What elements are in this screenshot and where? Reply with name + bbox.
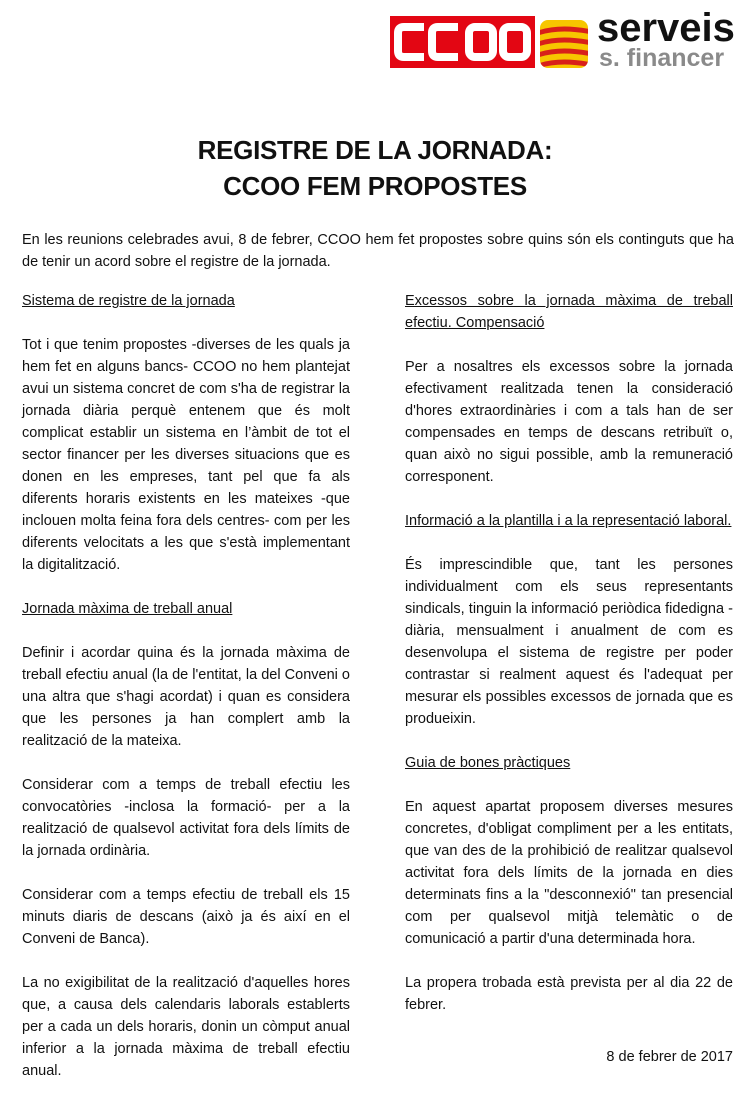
section-heading-guia: Guia de bones pràctiques bbox=[405, 755, 571, 771]
paragraph: És imprescindible que, tant les persones individualment com els seus representants sindicals, tinguin la informació periòdica fidedigna - diària, mensualment i anualment de com es desenvolupa el sistema de registre per poder contrastar si realment aquest és l'adequat per mesurar els possibles excessos de jornada que es produeixin. bbox=[405, 557, 733, 727]
right-column bbox=[405, 290, 733, 1038]
senyera-flag-icon bbox=[538, 20, 590, 68]
paragraph: Definir i acordar quina és la jornada màxima de treball efectiu anual (la de l'entitat, la del Conveni o una altra que s'hagi acordat) i quan es considera que les persones ja han complert amb la realització de la mateixa. bbox=[22, 645, 350, 749]
document-title bbox=[0, 132, 750, 204]
section-heading-jornada-maxima: Jornada màxima de treball anual bbox=[22, 601, 233, 617]
paragraph: La propera trobada està prevista per al dia 22 de febrer. bbox=[405, 975, 733, 1013]
section-heading-registre: Sistema de registre de la jornada bbox=[22, 293, 235, 309]
ccoo-logo-box bbox=[390, 16, 535, 68]
logo-financer-text: s. financer bbox=[599, 44, 725, 72]
intro-paragraph: En les reunions celebrades avui, 8 de febrer, CCOO hem fet propostes sobre quins són els continguts que ha de tenir un acord sobre el registre de la jornada. bbox=[22, 232, 734, 270]
paragraph: La no exigibilitat de la realització d'aquelles hores que, a causa dels calendaris laborals establerts per a cada un dels horaris, donin un còmput anual inferior a la jornada màxima de treball efectiu anual. bbox=[22, 975, 350, 1079]
title-line-1: REGISTRE DE LA JORNADA: bbox=[197, 135, 553, 165]
document-date: 8 de febrer de 2017 bbox=[606, 1049, 733, 1065]
title-line-2: CCOO FEM PROPOSTES bbox=[223, 171, 527, 201]
paragraph: Considerar com a temps de treball efectiu les convocatòries -inclosa la formació- per a la realització de qualsevol activitat fora dels límits de la jornada ordinària. bbox=[22, 777, 350, 859]
ccoo-serveis-logo bbox=[390, 6, 740, 74]
section-heading-excessos: Excessos sobre la jornada màxima de treball efectiu. Compensació bbox=[405, 293, 733, 331]
section-heading-informacio: Informació a la plantilla i a la representació laboral. bbox=[405, 513, 732, 529]
logo-serveis-text: serveis bbox=[597, 6, 735, 50]
paragraph: Tot i que tenim propostes -diverses de les quals ja hem fet en alguns bancs- CCOO no hem plantejat avui un sistema concret de com s'ha de registrar la jornada diària perquè entenem que és molt complicat establir un sistema en l’àmbit de tot el sector financer per les diverses situacions que es donen en les empreses, tant pel que fa als diferents horaris existents en les mateixes -que inclouen molta feina fora dels centres- com per les diferents velocitats a les que s'està implementant la digitalització. bbox=[22, 337, 350, 573]
paragraph: En aquest apartat proposem diverses mesures concretes, d'obligat compliment per a les entitats, que van des de la prohibició de realitzar qualsevol activitat fora dels límits de la jornada en dies determinats fins a la "desconnexió" tan presencial com per qualsevol mitjà telemàtic o de comunicació a partir d'una determinada hora. bbox=[405, 799, 733, 947]
paragraph: Per a nosaltres els excessos sobre la jornada efectivament realitzada tenen la consideració d'hores extraordinàries i com a tals han de ser compensades en temps de descans retribuït o, quan això no sigui possible, amb la remuneració corresponent. bbox=[405, 359, 733, 485]
paragraph: Considerar com a temps efectiu de treball els 15 minuts diaris de descans (això ja és així en el Conveni de Banca). bbox=[22, 887, 350, 947]
left-column bbox=[22, 290, 350, 1104]
ccoo-letters-graphic bbox=[390, 16, 535, 68]
